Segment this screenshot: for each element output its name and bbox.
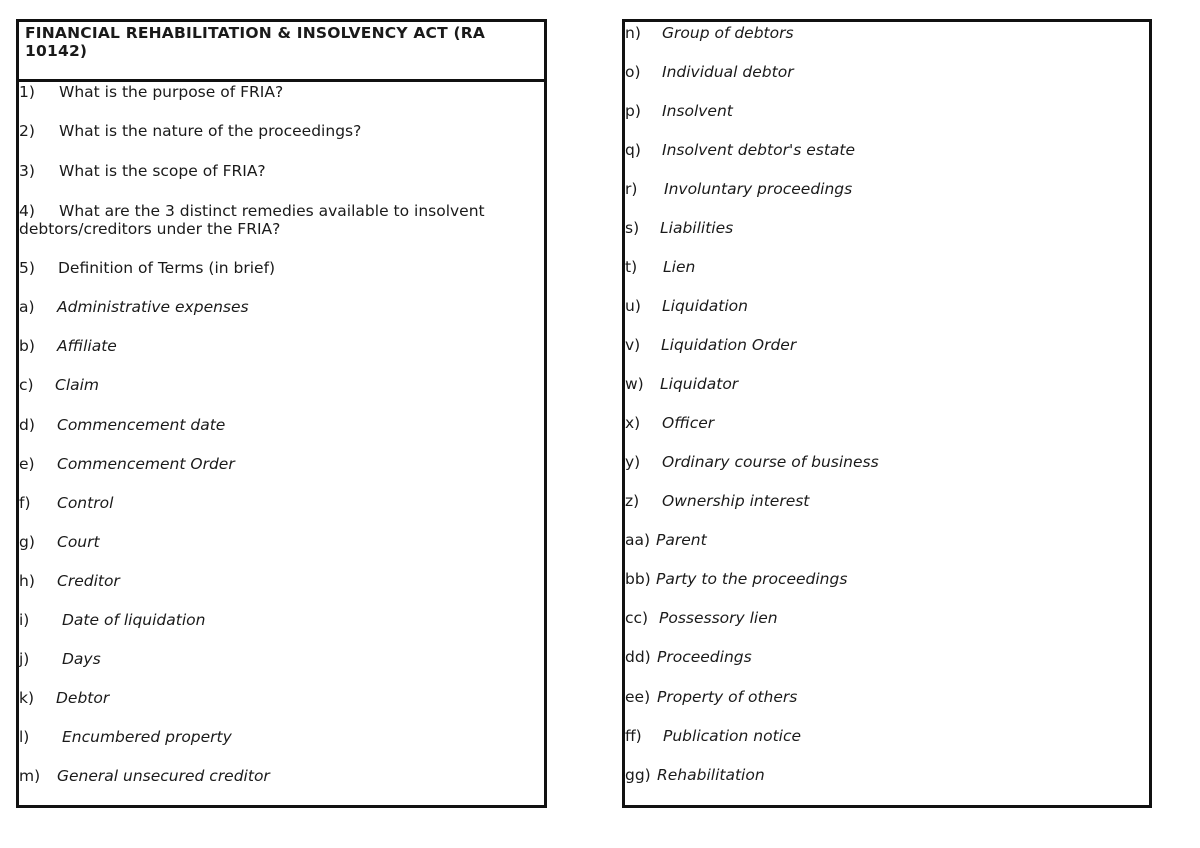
term-item: [19, 533, 544, 551]
term-text: Liquidation Order: [661, 336, 797, 354]
term-text: Affiliate: [57, 337, 117, 355]
term-item: [19, 767, 544, 785]
term-item: [625, 102, 1149, 120]
term-item: [625, 336, 1149, 354]
term-item: [625, 24, 1149, 42]
term-text: Liabilities: [660, 219, 734, 237]
term-item: [19, 298, 544, 316]
term-label: t): [625, 258, 638, 276]
term-item: [625, 570, 1149, 588]
term-label: x): [625, 414, 641, 432]
term-text: Rehabilitation: [657, 766, 765, 784]
left-page-panel: [16, 19, 547, 808]
term-item: [625, 219, 1149, 237]
term-item: [625, 63, 1149, 81]
term-text: General unsecured creditor: [57, 767, 270, 785]
term-text: Publication notice: [663, 727, 802, 745]
term-item: [625, 688, 1149, 706]
term-item: [625, 531, 1149, 549]
term-text: Property of others: [657, 688, 798, 706]
question-text: What is the scope of FRIA?: [59, 162, 266, 180]
term-label: p): [625, 102, 641, 120]
term-label: aa): [625, 531, 651, 549]
term-text: Claim: [55, 376, 100, 394]
term-label: q): [625, 141, 641, 159]
question-label: 2): [19, 122, 35, 140]
term-item: [625, 453, 1149, 471]
term-text: Date of liquidation: [62, 611, 206, 629]
term-text: Court: [57, 533, 100, 551]
term-label: g): [19, 533, 35, 551]
term-label: i): [19, 611, 30, 629]
term-label: bb): [625, 570, 651, 588]
question-label: 1): [19, 83, 35, 101]
term-item: [625, 492, 1149, 510]
term-text: Creditor: [57, 572, 120, 590]
term-item: [19, 376, 544, 394]
term-item: [19, 728, 544, 746]
term-text: Lien: [663, 258, 696, 276]
term-label: u): [625, 297, 641, 315]
document-title: FINANCIAL REHABILITATION & INSOLVENCY ACT (RA 10142): [19, 22, 544, 82]
term-item: [625, 141, 1149, 159]
term-label: b): [19, 337, 35, 355]
right-page-panel: [622, 19, 1152, 808]
term-label: s): [625, 219, 640, 237]
question-item: [19, 122, 544, 140]
question-item: [19, 259, 544, 277]
question-item: [19, 83, 544, 101]
term-label: cc): [625, 609, 649, 627]
term-label: f): [19, 494, 31, 512]
question-text: What is the purpose of FRIA?: [59, 83, 284, 101]
term-item: [625, 297, 1149, 315]
term-item: [625, 648, 1149, 666]
question-text: What is the nature of the proceedings?: [59, 122, 362, 140]
term-label: e): [19, 455, 35, 473]
term-text: Ownership interest: [662, 492, 810, 510]
term-text: Officer: [662, 414, 715, 432]
term-item: [19, 416, 544, 434]
term-label: r): [625, 180, 638, 198]
term-item: [625, 414, 1149, 432]
question-item: [19, 162, 544, 180]
term-item: [625, 258, 1149, 276]
term-text: Encumbered property: [62, 728, 232, 746]
term-text: Proceedings: [657, 648, 752, 666]
term-text: Group of debtors: [662, 24, 794, 42]
question-label: 5): [19, 259, 35, 277]
term-label: ee): [625, 688, 651, 706]
term-item: [19, 689, 544, 707]
question-text: Definition of Terms (in brief): [58, 259, 276, 277]
term-label: h): [19, 572, 35, 590]
term-label: gg): [625, 766, 651, 784]
term-text: Liquidator: [660, 375, 739, 393]
term-text: Party to the proceedings: [656, 570, 848, 588]
term-item: [19, 650, 544, 668]
term-label: l): [19, 728, 30, 746]
term-text: Administrative expenses: [57, 298, 249, 316]
term-label: w): [625, 375, 644, 393]
term-item: [19, 572, 544, 590]
term-text: Commencement Order: [57, 455, 235, 473]
term-text: Liquidation: [662, 297, 748, 315]
term-label: c): [19, 376, 34, 394]
question-text: What are the 3 distinct remedies available to insolvent debtors/creditors under the FRIA?: [19, 202, 485, 238]
term-text: Involuntary proceedings: [664, 180, 853, 198]
term-text: Debtor: [56, 689, 110, 707]
term-label: d): [19, 416, 35, 434]
term-text: Days: [62, 650, 101, 668]
term-text: Ordinary course of business: [662, 453, 879, 471]
term-text: Possessory lien: [659, 609, 778, 627]
term-label: dd): [625, 648, 651, 666]
term-item: [625, 180, 1149, 198]
term-item: [625, 375, 1149, 393]
term-text: Parent: [656, 531, 707, 549]
term-text: Commencement date: [57, 416, 226, 434]
term-label: n): [625, 24, 641, 42]
term-item: [19, 455, 544, 473]
term-label: v): [625, 336, 641, 354]
question-label: 3): [19, 162, 35, 180]
term-text: Control: [57, 494, 114, 512]
term-text: Individual debtor: [662, 63, 794, 81]
term-item: [625, 727, 1149, 745]
question-label: 4): [19, 202, 35, 220]
term-item: [625, 766, 1149, 784]
term-label: j): [19, 650, 30, 668]
term-label: k): [19, 689, 35, 707]
term-text: Insolvent debtor's estate: [662, 141, 856, 159]
term-text: Insolvent: [662, 102, 733, 120]
term-label: ff): [625, 727, 642, 745]
term-item: [625, 609, 1149, 627]
term-label: z): [625, 492, 640, 510]
term-label: m): [19, 767, 41, 785]
term-label: y): [625, 453, 641, 471]
term-label: a): [19, 298, 35, 316]
term-item: [19, 611, 544, 629]
question-item: [19, 202, 524, 238]
term-label: o): [625, 63, 641, 81]
term-item: [19, 337, 544, 355]
term-item: [19, 494, 544, 512]
